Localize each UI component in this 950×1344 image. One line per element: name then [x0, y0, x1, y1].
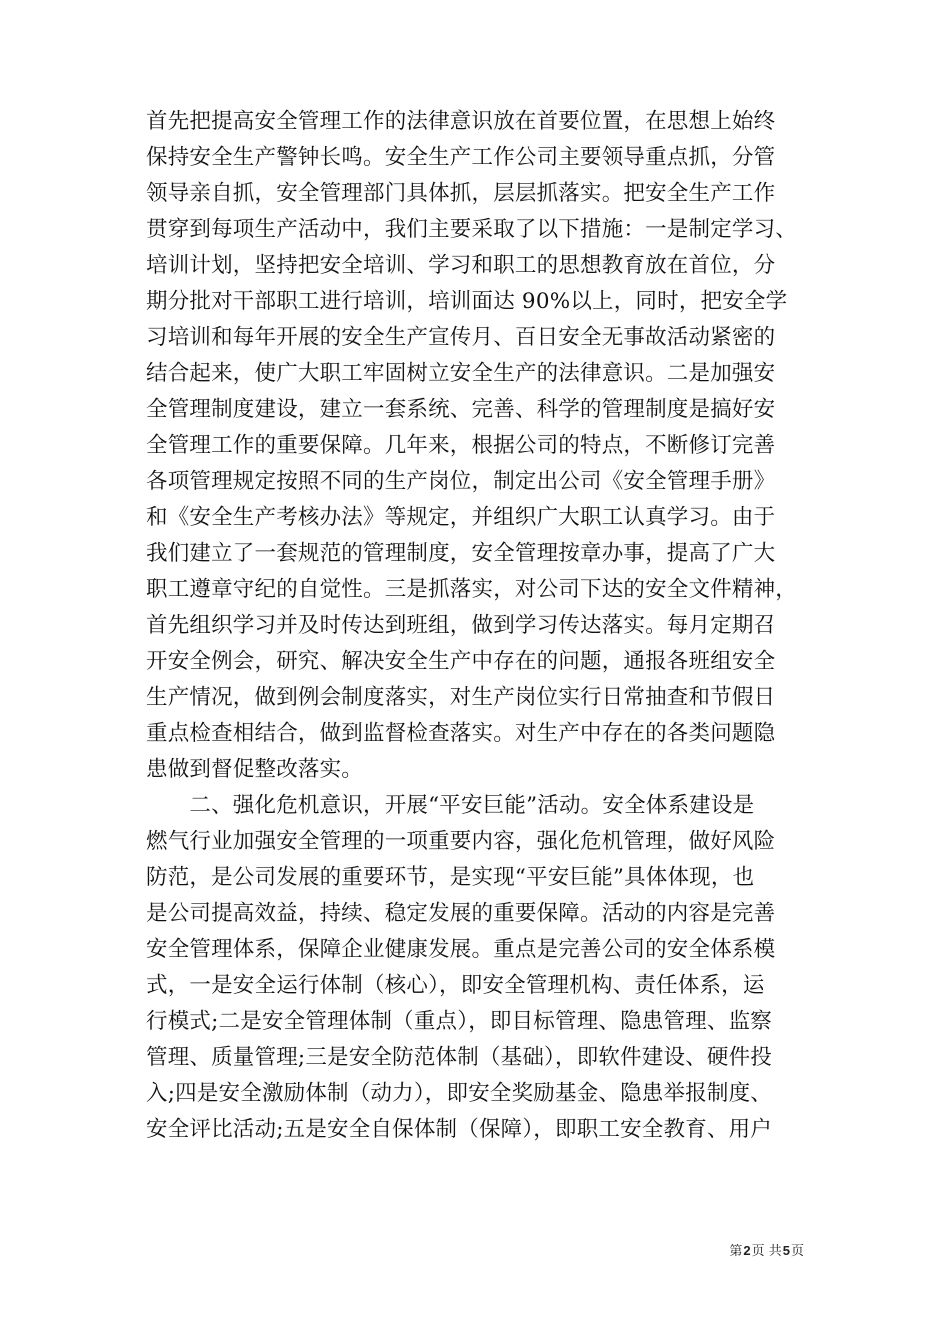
total-pages-number: 5 — [782, 1243, 790, 1258]
text-line: 防范，是公司发展的重要环节，是实现“平安巨能”具体体现，也 — [146, 865, 755, 890]
page-number-footer — [729, 1242, 804, 1261]
footer-middle: 页 共 — [751, 1244, 782, 1259]
text-line: 我们建立了一套规范的管理制度，安全管理按章办事，提高了广大 — [146, 541, 776, 566]
text-line: 期分批对干部职工进行培训，培训面达 90%以上，同时，把安全学 — [146, 289, 788, 314]
text-line: 贯穿到每项生产活动中，我们主要采取了以下措施：一是制定学习、 — [146, 217, 798, 242]
footer-prefix: 第 — [729, 1244, 743, 1259]
text-line: 全管理工作的重要保障。几年来，根据公司的特点，不断修订完善 — [146, 433, 776, 458]
text-line: 入;四是安全激励体制（动力），即安全奖励基金、隐患举报制度、 — [146, 1081, 772, 1106]
text-line: 式，一是安全运行体制（核心），即安全管理机构、责任体系，运 — [146, 973, 765, 998]
body-text — [146, 104, 816, 1148]
text-line: 管理、质量管理;三是安全防范体制（基础），即软件建设、硬件投 — [146, 1045, 772, 1070]
text-line: 生产情况，做到例会制度落实，对生产岗位实行日常抽查和节假日 — [146, 685, 776, 710]
text-line: 结合起来，使广大职工牢固树立安全生产的法律意识。二是加强安 — [146, 361, 776, 386]
text-line: 各项管理规定按照不同的生产岗位，制定出公司《安全管理手册》 — [146, 469, 776, 494]
text-line: 安全管理体系，保障企业健康发展。重点是完善公司的安全体系模 — [146, 937, 776, 962]
text-line: 培训计划，坚持把安全培训、学习和职工的思想教育放在首位，分 — [146, 253, 776, 278]
text-line: 二、强化危机意识，开展“平安巨能”活动。安全体系建设是 — [146, 793, 755, 818]
text-line: 安全评比活动;五是安全自保体制（保障），即职工安全教育、用户 — [146, 1117, 772, 1142]
text-line: 习培训和每年开展的安全生产宣传月、百日安全无事故活动紧密的 — [146, 325, 776, 350]
footer-suffix: 页 — [790, 1244, 804, 1259]
text-line: 燃气行业加强安全管理的一项重要内容，强化危机管理，做好风险 — [146, 829, 776, 854]
text-line: 是公司提高效益，持续、稳定发展的重要保障。活动的内容是完善 — [146, 901, 776, 926]
text-line: 和《安全生产考核办法》等规定，并组织广大职工认真学习。由于 — [146, 505, 776, 530]
current-page-number: 2 — [743, 1243, 751, 1258]
text-line: 重点检查相结合，做到监督检查落实。对生产中存在的各类问题隐 — [146, 721, 776, 746]
text-line: 领导亲自抓，安全管理部门具体抓，层层抓落实。把安全生产工作 — [146, 181, 776, 206]
text-line: 患做到督促整改落实。 — [146, 757, 364, 782]
text-line: 全管理制度建设，建立一套系统、完善、科学的管理制度是搞好安 — [146, 397, 776, 422]
text-line: 保持安全生产警钟长鸣。安全生产工作公司主要领导重点抓，分管 — [146, 145, 776, 170]
text-line: 开安全例会，研究、解决安全生产中存在的问题，通报各班组安全 — [146, 649, 776, 674]
text-line: 首先组织学习并及时传达到班组，做到学习传达落实。每月定期召 — [146, 613, 776, 638]
text-line: 职工遵章守纪的自觉性。三是抓落实，对公司下达的安全文件精神， — [146, 577, 798, 602]
text-line: 行模式;二是安全管理体制（重点），即目标管理、隐患管理、监察 — [146, 1009, 772, 1034]
text-line: 首先把提高安全管理工作的法律意识放在首要位置，在思想上始终 — [146, 109, 776, 134]
